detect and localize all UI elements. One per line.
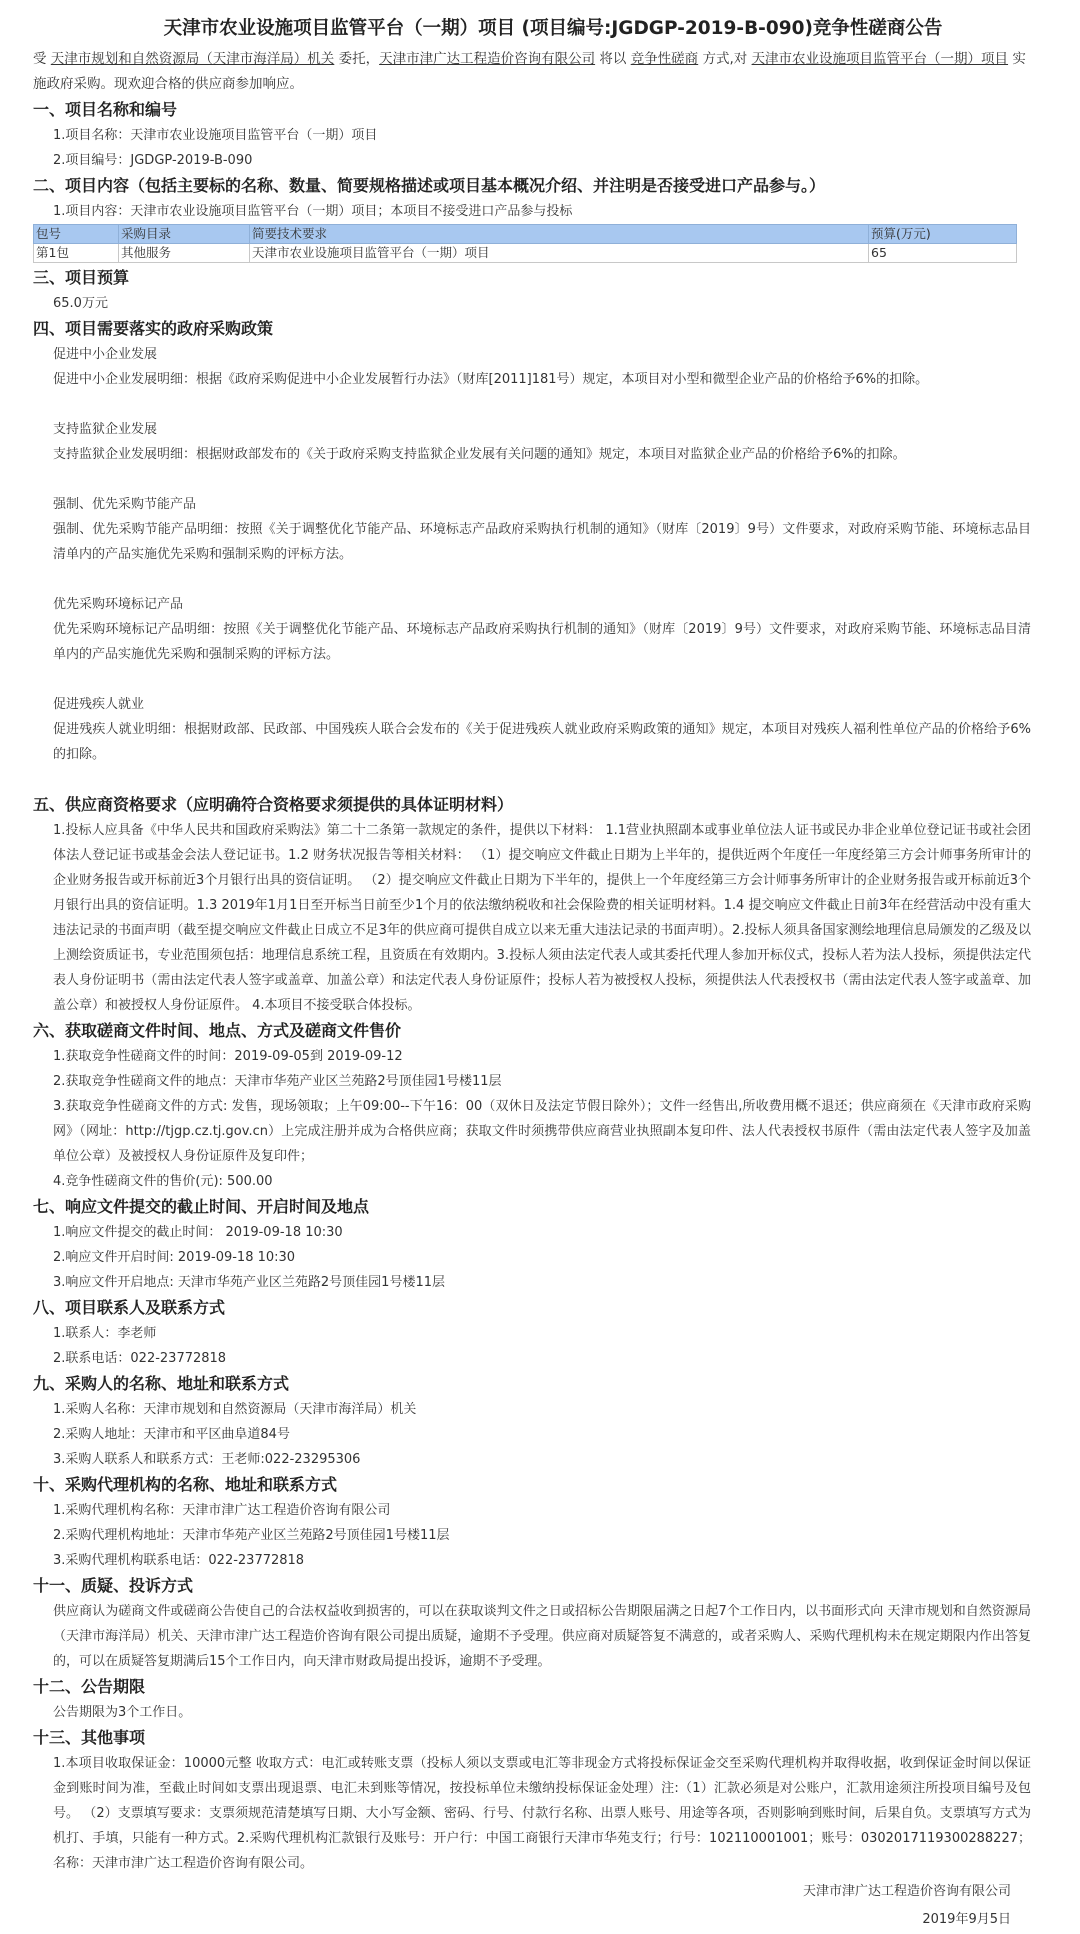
- open-place-line: 3.响应文件开启地点: 天津市华苑产业区兰苑路2号顶佳园1号楼11层: [53, 1275, 445, 1290]
- doc-method-line: 3.获取竞争性磋商文件的方式: 发售，现场领取；上午09:00--下午16：00（双休日及法定节假日除外）；文件一经售出,所收费用概不退还；供应商须在《天津市政府采购网》（网址：http://tjgp.cz.tj.gov.cn）上完成注册并成为合格供应商；获取文件时须携带供应商营业执照副本复印件、法人代表授权书原件（需由法定代表人签字及加盖单位公章）及被授权人身份证原件及复印件；: [53, 1099, 1031, 1164]
- col-header-package: 包号: [34, 225, 119, 244]
- section-heading-7: 七、响应文件提交的截止时间、开启时间及地点: [33, 1197, 370, 1216]
- doc-place-line: 2.获取竞争性磋商文件的地点：天津市华苑产业区兰苑路2号顶佳园1号楼11层: [53, 1074, 502, 1089]
- open-time-line: 2.响应文件开启时间: 2019-09-18 10:30: [53, 1250, 296, 1265]
- agency-address-line: 2.采购代理机构地址：天津市华苑产业区兰苑路2号顶佳园1号楼11层: [53, 1528, 450, 1543]
- doc-time-line: 1.获取竞争性磋商文件的时间：2019-09-05到 2019-09-12: [53, 1049, 403, 1064]
- col-header-budget: 预算(万元): [869, 225, 1017, 244]
- cell-budget: 65: [869, 244, 1017, 263]
- agency-phone-line: 3.采购代理机构联系电话：022-23772818: [53, 1553, 305, 1568]
- project-name-line: 1.项目名称：天津市农业设施项目监管平台（一期）项目: [53, 128, 378, 143]
- policy-title: 支持监狱企业发展: [53, 422, 158, 437]
- section-heading-4: 四、项目需要落实的政府采购政策: [33, 319, 274, 338]
- budget-value: 65.0万元: [53, 296, 108, 311]
- project-name: 天津市农业设施项目监管平台（一期）项目: [751, 51, 1009, 67]
- policy-title: 促进中小企业发展: [53, 347, 158, 362]
- intro-paragraph: 受 天津市规划和自然资源局（天津市海洋局）机关 委托，天津市津广达工程造价咨询有限公司 将以 竞争性磋商 方式,对 天津市农业设施项目监管平台（一期）项目 实施政府采购。现欢迎合格的供应商参加响应。: [33, 51, 1026, 92]
- section-heading-8: 八、项目联系人及联系方式: [33, 1298, 226, 1317]
- procurement-method: 竞争性磋商: [630, 51, 699, 67]
- policy-detail: 促进中小企业发展明细：根据《政府采购促进中小企业发展暂行办法》（财库[2011]181号）规定，本项目对小型和微型企业产品的价格给予6%的扣除。: [53, 372, 929, 387]
- section-heading-3: 三、项目预算: [33, 268, 130, 287]
- project-code-line: 2.项目编号：JGDGP-2019-B-090: [53, 153, 253, 168]
- complaint-text: 供应商认为磋商文件或磋商公告使自己的合法权益收到损害的，可以在获取谈判文件之日或招标公告期限届满之日起7个工作日内，以书面形式向 天津市规划和自然资源局（天津市海洋局）机关、天津市津广达工程造价咨询有限公司提出质疑，逾期不予受理。供应商对质疑答复不满意的，或者采购人、采购代理机构未在规定期限内作出答复的，可以在质疑答复期满后15个工作日内，向天津市财政局提出投诉，逾期不予受理。: [53, 1604, 1031, 1669]
- section-heading-5: 五、供应商资格要求（应明确符合资格要求须提供的具体证明材料）: [33, 795, 514, 814]
- other-matters-text: 1.本项目收取保证金：10000元整 收取方式：电汇或转账支票（投标人须以支票或电汇等非现金方式将投标保证金交至采购代理机构并取得收据，收到保证金时间以保证金到账时间为准，至截止时间如支票出现退票、电汇未到账等情况，按投标单位未缴纳投标保证金处理）注:（1）汇款必须是对公账户，汇款用途须注所投项目编号及包号。 （2）支票填写要求：支票须规范清楚填写日期、大小写金额、密码、行号、付款行名称、出票人账号、用途等各项，否则影响到账时间，后果自负。支票填写方式为机打、手填，只能有一种方式。2.采购代理机构汇款银行及账号：开户行：中国工商银行天津市华苑支行；行号：102110001001；账号：0302017119300288227；名称：天津市津广达工程造价咨询有限公司。: [53, 1756, 1031, 1871]
- doc-price-line: 4.竞争性磋商文件的售价(元): 500.00: [53, 1174, 273, 1189]
- policy-detail: 优先采购环境标记产品明细：按照《关于调整优化节能产品、环境标志产品政府采购执行机制的通知》（财库〔2019〕9号）文件要求，对政府采购节能、环境标志品目清单内的产品实施优先采购和强制采购的评标方法。: [53, 622, 1031, 662]
- policy-title: 优先采购环境标记产品: [53, 597, 184, 612]
- page-title: 天津市农业设施项目监管平台（一期）项目 (项目编号:JGDGP-2019-B-090)竞争性磋商公告: [163, 18, 943, 39]
- section-heading-10: 十、采购代理机构的名称、地址和联系方式: [33, 1475, 338, 1494]
- col-header-catalog: 采购目录: [119, 225, 250, 244]
- deadline-line: 1.响应文件提交的截止时间： 2019-09-18 10:30: [53, 1225, 343, 1240]
- purchaser-name-line: 1.采购人名称：天津市规划和自然资源局（天津市海洋局）机关: [53, 1402, 417, 1417]
- section-heading-9: 九、采购人的名称、地址和联系方式: [33, 1374, 290, 1393]
- section-heading-13: 十三、其他事项: [33, 1728, 146, 1747]
- signature-org: 天津市津广达工程造价咨询有限公司: [802, 1884, 1011, 1899]
- cell-catalog: 其他服务: [119, 244, 250, 263]
- signature-date: 2019年9月5日: [922, 1912, 1011, 1927]
- notice-period-text: 公告期限为3个工作日。: [53, 1705, 192, 1720]
- policy-detail: 促进残疾人就业明细：根据财政部、民政部、中国残疾人联合会发布的《关于促进残疾人就业政府采购政策的通知》规定，本项目对残疾人福利性单位产品的价格给予6%的扣除。: [53, 722, 1031, 762]
- cell-package: 第1包: [34, 244, 119, 263]
- section-heading-2: 二、项目内容（包括主要标的名称、数量、简要规格描述或项目基本概况介绍、并注明是否接受进口产品参与。）: [33, 176, 826, 195]
- table-header-row: [34, 225, 1017, 244]
- package-table: [33, 224, 1017, 263]
- entrust-org-link: 天津市规划和自然资源局（天津市海洋局）机关: [50, 51, 335, 67]
- policy-title: 强制、优先采购节能产品: [53, 497, 197, 512]
- agency-name: 天津市津广达工程造价咨询有限公司: [379, 51, 596, 67]
- section-heading-1: 一、项目名称和编号: [33, 100, 178, 119]
- signature-block: [33, 1878, 1031, 1934]
- agency-name-line: 1.采购代理机构名称：天津市津广达工程造价咨询有限公司: [53, 1503, 391, 1518]
- purchaser-contact-line: 3.采购人联系人和联系方式：王老师:022-23295306: [53, 1452, 361, 1467]
- table-row: [34, 244, 1017, 263]
- cell-tech: 天津市农业设施项目监管平台（一期）项目: [250, 244, 869, 263]
- policy-detail: 强制、优先采购节能产品明细：按照《关于调整优化节能产品、环境标志产品政府采购执行机制的通知》（财库〔2019〕9号）文件要求，对政府采购节能、环境标志品目清单内的产品实施优先采购和强制采购的评标方法。: [53, 522, 1031, 562]
- announcement-page: [33, 0, 1073, 1934]
- purchaser-address-line: 2.采购人地址：天津市和平区曲阜道84号: [53, 1427, 290, 1442]
- col-header-tech: 简要技术要求: [250, 225, 869, 244]
- project-content-line: 1.项目内容：天津市农业设施项目监管平台（一期）项目；本项目不接受进口产品参与投标: [53, 204, 573, 219]
- policy-detail: 支持监狱企业发展明细：根据财政部发布的《关于政府采购支持监狱企业发展有关问题的通知》规定，本项目对监狱企业产品的价格给予6%的扣除。: [53, 447, 906, 462]
- contact-phone-line: 2.联系电话：022-23772818: [53, 1351, 227, 1366]
- contact-person-line: 1.联系人：李老师: [53, 1326, 157, 1341]
- policy-title: 促进残疾人就业: [53, 697, 145, 712]
- section-heading-11: 十一、质疑、投诉方式: [33, 1576, 194, 1595]
- qualification-text: 1.投标人应具备《中华人民共和国政府采购法》第二十二条第一款规定的条件，提供以下材料： 1.1营业执照副本或事业单位法人证书或民办非企业单位登记证书或社会团体法人登记证书或基金会法人登记证书。1.2 财务状况报告等相关材料： （1）提交响应文件截止日期为上半年的，提供近两个年度任一年度经第三方会计师事务所审计的企业财务报告或开标前近3个月银行出具的资信证明。 （2）提交响应文件截止日期为下半年的，提供上一个年度经第三方会计师事务所审计的企业财务报告或开标前近3个月银行出具的资信证明。1.3 2019年1月1日至开标当日前至少1个月的依法缴纳税收和社会保险费的相关证明材料。1.4 提交响应文件截止日前3年在经营活动中没有重大违法记录的书面声明（截至提交响应文件截止日成立不足3年的供应商可提供自成立以来无重大违法记录的书面声明）。2.投标人须具备国家测绘地理信息局颁发的乙级及以上测绘资质证书，专业范围须包括：地理信息系统工程，且资质在有效期内。3.投标人须由法定代表人或其委托代理人参加开标仪式，投标人若为法人投标，须提供法定代表人身份证明书（需由法定代表人签字或盖章、加盖公章）和法定代表人身份证原件；投标人若为被授权人投标，须提供法人代表授权书（需由法定代表人签字或盖章、加盖公章）和被授权人身份证原件。 4.本项目不接受联合体投标。: [53, 823, 1031, 1013]
- section-heading-6: 六、获取磋商文件时间、地点、方式及磋商文件售价: [33, 1021, 402, 1040]
- section-heading-12: 十二、公告期限: [33, 1677, 146, 1696]
